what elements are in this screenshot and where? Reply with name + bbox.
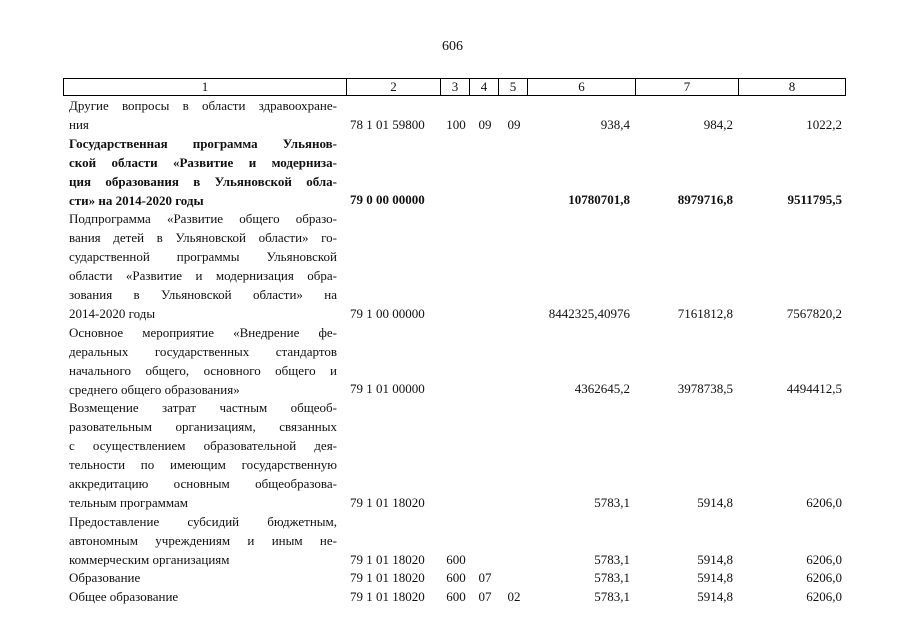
row-name-line: сударственной программы Ульяновской (69, 249, 337, 265)
row-value-2019: 5783,1 (594, 551, 630, 567)
table-row (0, 513, 905, 570)
row-value-2021: 6206,0 (806, 551, 842, 567)
header-col-6: 6 (527, 79, 635, 95)
row-value-2020: 984,2 (703, 116, 733, 132)
row-code: 79 1 01 18020 (350, 551, 425, 567)
header-col-2: 2 (346, 79, 440, 95)
row-name-line: Общее образование (69, 589, 179, 605)
header-col-1: 1 (201, 79, 209, 94)
table-row (0, 569, 905, 588)
header-col-3: 3 (440, 79, 469, 95)
row-name-line: ция образования в Ульяновской обла- (69, 173, 337, 189)
row-name-line: сти» на 2014-2020 годы (69, 192, 204, 208)
row-name (69, 210, 337, 323)
row-value-2019: 4362645,2 (574, 381, 630, 397)
row-value-2019: 5783,1 (594, 494, 630, 510)
row-name-line: Подпрограмма «Развитие общего образо- (69, 211, 337, 227)
row-name (69, 399, 337, 512)
row-name (69, 588, 337, 607)
row-col-3: 600 (446, 570, 466, 586)
row-code: 79 1 01 18020 (350, 570, 425, 586)
row-name-line: Образование (69, 570, 141, 586)
row-code: 79 1 01 00000 (350, 381, 425, 397)
row-code: 79 1 00 00000 (350, 305, 425, 321)
row-name-line: ской области «Развитие и модерниза- (69, 154, 337, 170)
table-header (63, 78, 846, 96)
row-col-4: 07 (478, 589, 492, 605)
row-name-line: Предоставление субсидий бюджетным, (69, 513, 337, 529)
row-value-2021: 1022,2 (806, 116, 842, 132)
row-name-line: тельности по имеющим государственную (69, 457, 337, 473)
row-value-2020: 5914,8 (697, 570, 733, 586)
row-value-2020: 3978738,5 (677, 381, 733, 397)
page-number: 606 (442, 39, 463, 54)
table-row (0, 399, 905, 512)
row-value-2021: 6206,0 (806, 494, 842, 510)
header-col-8: 8 (738, 79, 845, 95)
row-value-2021: 9511795,5 (787, 192, 842, 208)
row-col-3: 100 (446, 116, 466, 132)
row-code: 79 1 01 18020 (350, 494, 425, 510)
row-col-5: 02 (507, 589, 521, 605)
row-name-line: с осуществлением образовательной дея- (69, 438, 337, 454)
table-row (0, 324, 905, 400)
row-name-line: зования в Ульяновской области» на (69, 287, 337, 303)
row-value-2020: 5914,8 (697, 551, 733, 567)
row-name-line: деральных государственных стандартов (69, 343, 337, 359)
row-col-4: 09 (478, 116, 492, 132)
row-name-line: Государственная программа Ульянов- (69, 135, 337, 151)
row-name-line: среднего общего образования» (69, 381, 240, 397)
row-name (69, 97, 337, 135)
table-row (0, 588, 905, 607)
row-name-line: аккредитацию основным общеобразова- (69, 476, 337, 491)
row-value-2021: 6206,0 (806, 570, 842, 586)
row-name-line: вания детей в Ульяновской области» го- (69, 230, 337, 246)
row-value-2019: 10780701,8 (568, 192, 630, 208)
table-row (0, 210, 905, 323)
row-name-line: области «Развитие и модернизация обра- (69, 268, 337, 284)
row-name (69, 135, 337, 211)
row-value-2019: 5783,1 (594, 570, 630, 586)
row-name-line: Основное мероприятие «Внедрение фе- (69, 324, 337, 340)
row-value-2020: 7161812,8 (677, 305, 733, 321)
row-code: 79 1 01 18020 (350, 589, 425, 605)
row-value-2019: 8442325,40976 (548, 305, 630, 321)
row-name (69, 569, 337, 588)
row-name-line: автономным учреждениям и иным не- (69, 532, 337, 548)
row-name-line: Возмещение затрат частным общеоб- (69, 400, 337, 416)
row-name (69, 513, 337, 570)
row-name-line: коммерческим организациям (69, 551, 230, 567)
row-col-3: 600 (446, 551, 466, 567)
table-row (0, 135, 905, 211)
row-value-2021: 6206,0 (806, 589, 842, 605)
row-value-2019: 938,4 (600, 116, 630, 132)
header-col-4: 4 (469, 79, 498, 95)
row-name-line: тельным программам (69, 494, 188, 510)
row-col-4: 07 (478, 570, 492, 586)
row-value-2020: 5914,8 (697, 589, 733, 605)
row-value-2021: 7567820,2 (786, 305, 842, 321)
row-value-2019: 5783,1 (594, 589, 630, 605)
table-row (0, 97, 905, 135)
header-col-5: 5 (498, 79, 527, 95)
row-name-line: начального общего, основного общего и (69, 362, 337, 378)
row-name-line: Другие вопросы в области здравоохране- (69, 98, 337, 113)
header-col-7: 7 (635, 79, 738, 95)
row-name (69, 324, 337, 400)
row-col-5: 09 (507, 116, 521, 132)
row-name-line: ния (69, 116, 89, 132)
table-body (0, 97, 905, 607)
row-code: 79 0 00 00000 (350, 192, 425, 208)
row-value-2020: 8979716,8 (677, 192, 733, 208)
row-code: 78 1 01 59800 (350, 116, 425, 132)
row-value-2021: 4494412,5 (786, 381, 842, 397)
row-col-3: 600 (446, 589, 466, 605)
row-name-line: 2014-2020 годы (69, 305, 156, 321)
row-value-2020: 5914,8 (697, 494, 733, 510)
row-name-line: разовательным организациям, связанных (69, 419, 337, 435)
